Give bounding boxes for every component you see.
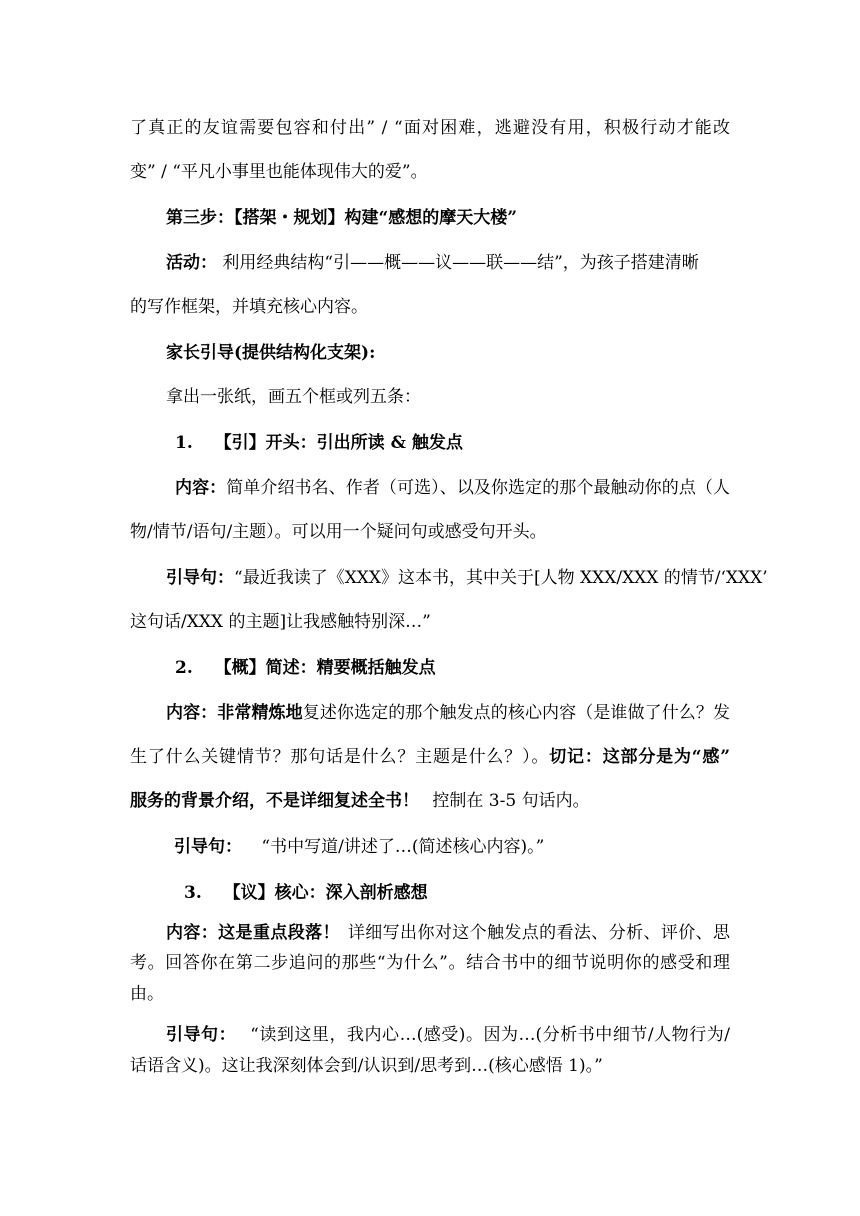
item1-content-1: 简单介绍书名、作者（可选）、以及你选定的那个最触动你的点（人: [226, 478, 730, 498]
item2-guide-label: 引导句：: [174, 837, 242, 857]
intro-line-1: 了真正的友谊需要包容和付出” / “面对困难，逃避没有用，积极行动才能改: [130, 118, 730, 138]
item2-content-2a: 生了什么关键情节？那句话是什么？主题是什么？）。: [130, 747, 550, 767]
item2-content-3b: 控制在 3-5 句话内。: [432, 791, 590, 811]
item3-number: 3.: [184, 883, 202, 903]
item2-emphasis: 非常精炼地: [217, 703, 303, 723]
activity-text-1: 利用经典结构“引——概——议——联——结”，为孩子搭建清晰: [222, 253, 699, 273]
item1-content-line-2: 物/情节/语句/主题）。可以用一个疑问句或感受句开头。: [130, 522, 547, 542]
paper-instruction: 拿出一张纸，画五个框或列五条：: [166, 387, 421, 407]
item3-content-1: 详细写出你对这个触发点的看法、分析、评价、思: [347, 923, 731, 943]
parent-guide-title: 家长引导(提供结构化支架):: [166, 343, 376, 363]
intro-line-2: 变” / “平凡小事里也能体现伟大的爱”。: [130, 162, 428, 182]
item3-title: 【议】核心：深入剖析感想: [223, 883, 428, 903]
item3-content-label: 内容：: [166, 923, 219, 943]
activity-paragraph: [166, 251, 730, 275]
item2-heading: [175, 656, 775, 680]
item3-guide-1: “读到这里，我内心…(感受)。因为…(分析书中细节/人物行为/: [250, 1025, 731, 1045]
item2-title: 【概】简述：精要概括触发点: [214, 658, 436, 678]
item1-guide-line-2: 这句话/XXX 的主题]让我感触特别深…”: [130, 612, 431, 632]
item3-guide-line-1: [166, 1023, 730, 1047]
item3-content-line-3: 由。: [130, 984, 164, 1004]
activity-text-2: 的写作框架，并填充核心内容。: [130, 297, 368, 317]
item2-content-line-1: [166, 701, 730, 725]
activity-label: 活动：: [166, 253, 217, 273]
item2-content-1: 复述你选定的那个触发点的核心内容（是谁做了什么？发: [302, 703, 730, 723]
item2-guide-line: [174, 835, 774, 859]
item2-content-line-3: [130, 789, 730, 813]
item2-number: 2.: [175, 658, 193, 678]
item1-guide-line-1: [166, 566, 768, 590]
item3-guide-label: 引导句：: [166, 1025, 237, 1045]
item2-content-3a: 服务的背景介绍，不是详细复述全书！: [130, 791, 419, 811]
item2-guide: “书中写道/讲述了…(简述核心内容)。”: [261, 837, 545, 857]
step3-title: 第三步：【搭架・规划】构建“感想的摩天大楼”: [166, 208, 518, 228]
item1-heading: [175, 431, 775, 455]
item1-content-label: 内容：: [175, 478, 227, 498]
item2-content-line-2: [130, 745, 730, 769]
item3-emphasis: 这是重点段落！: [218, 923, 340, 943]
item1-title: 【引】开头：引出所读 & 触发点: [214, 433, 463, 453]
item3-heading: [184, 881, 784, 905]
item1-guide-1: “最近我读了《XXX》这本书，其中关于[人物 XXX/XXX 的情节/‘XXX’: [234, 568, 768, 588]
item1-number: 1.: [175, 433, 193, 453]
item2-content-2b: 切记：这部分是为“感”: [549, 747, 731, 767]
item1-content-line-1: [175, 476, 730, 500]
item1-guide-label: 引导句：: [166, 568, 234, 588]
item2-content-label: 内容：: [166, 703, 218, 723]
item3-content-line-2: 考。回答你在第二步追问的那些“为什么”。结合书中的细节说明你的感受和理: [130, 953, 730, 973]
item3-content-line-1: [166, 921, 730, 945]
item3-guide-line-2: 话语含义)。这让我深刻体会到/认识到/思考到…(核心感悟 1)。”: [130, 1056, 603, 1076]
